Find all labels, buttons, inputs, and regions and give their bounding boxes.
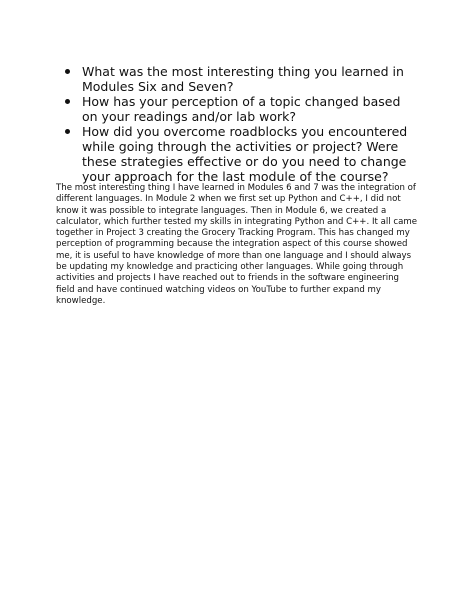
question-text: How has your perception of a topic changed based on your readings and/or lab work? — [82, 94, 401, 124]
question-item — [63, 124, 413, 184]
bullet-icon — [65, 99, 70, 104]
bullet-icon — [65, 69, 70, 74]
bullet-icon — [65, 129, 70, 134]
question-item — [63, 94, 413, 124]
question-text: What was the most interesting thing you learned in Modules Six and Seven? — [82, 64, 404, 94]
question-list — [63, 64, 413, 184]
answer-paragraph: The most interesting thing I have learned in Modules 6 and 7 was the integration of different languages. In Module 2 when we first set up Python and C++, I did not know it was possible to integrate languages. Then in Module 6, we created a calculator, which further tested my skills in integrating Python and C++. It all came together in Project 3 creating the Grocery Tracking Program. This has changed my perception of programming because the integration aspect of this course showed me, it is useful to have knowledge of more than one language and I should always be updating my knowledge and practicing other languages. While going through activities and projects I have reached out to friends in the software engineering field and have continued watching videos on YouTube to further expand my knowledge. — [56, 183, 418, 306]
question-item — [63, 64, 413, 94]
question-text: How did you overcome roadblocks you encountered while going through the activities or project? Were these strategies effective or do you need to change your approach for the last module of the course? — [82, 124, 408, 184]
